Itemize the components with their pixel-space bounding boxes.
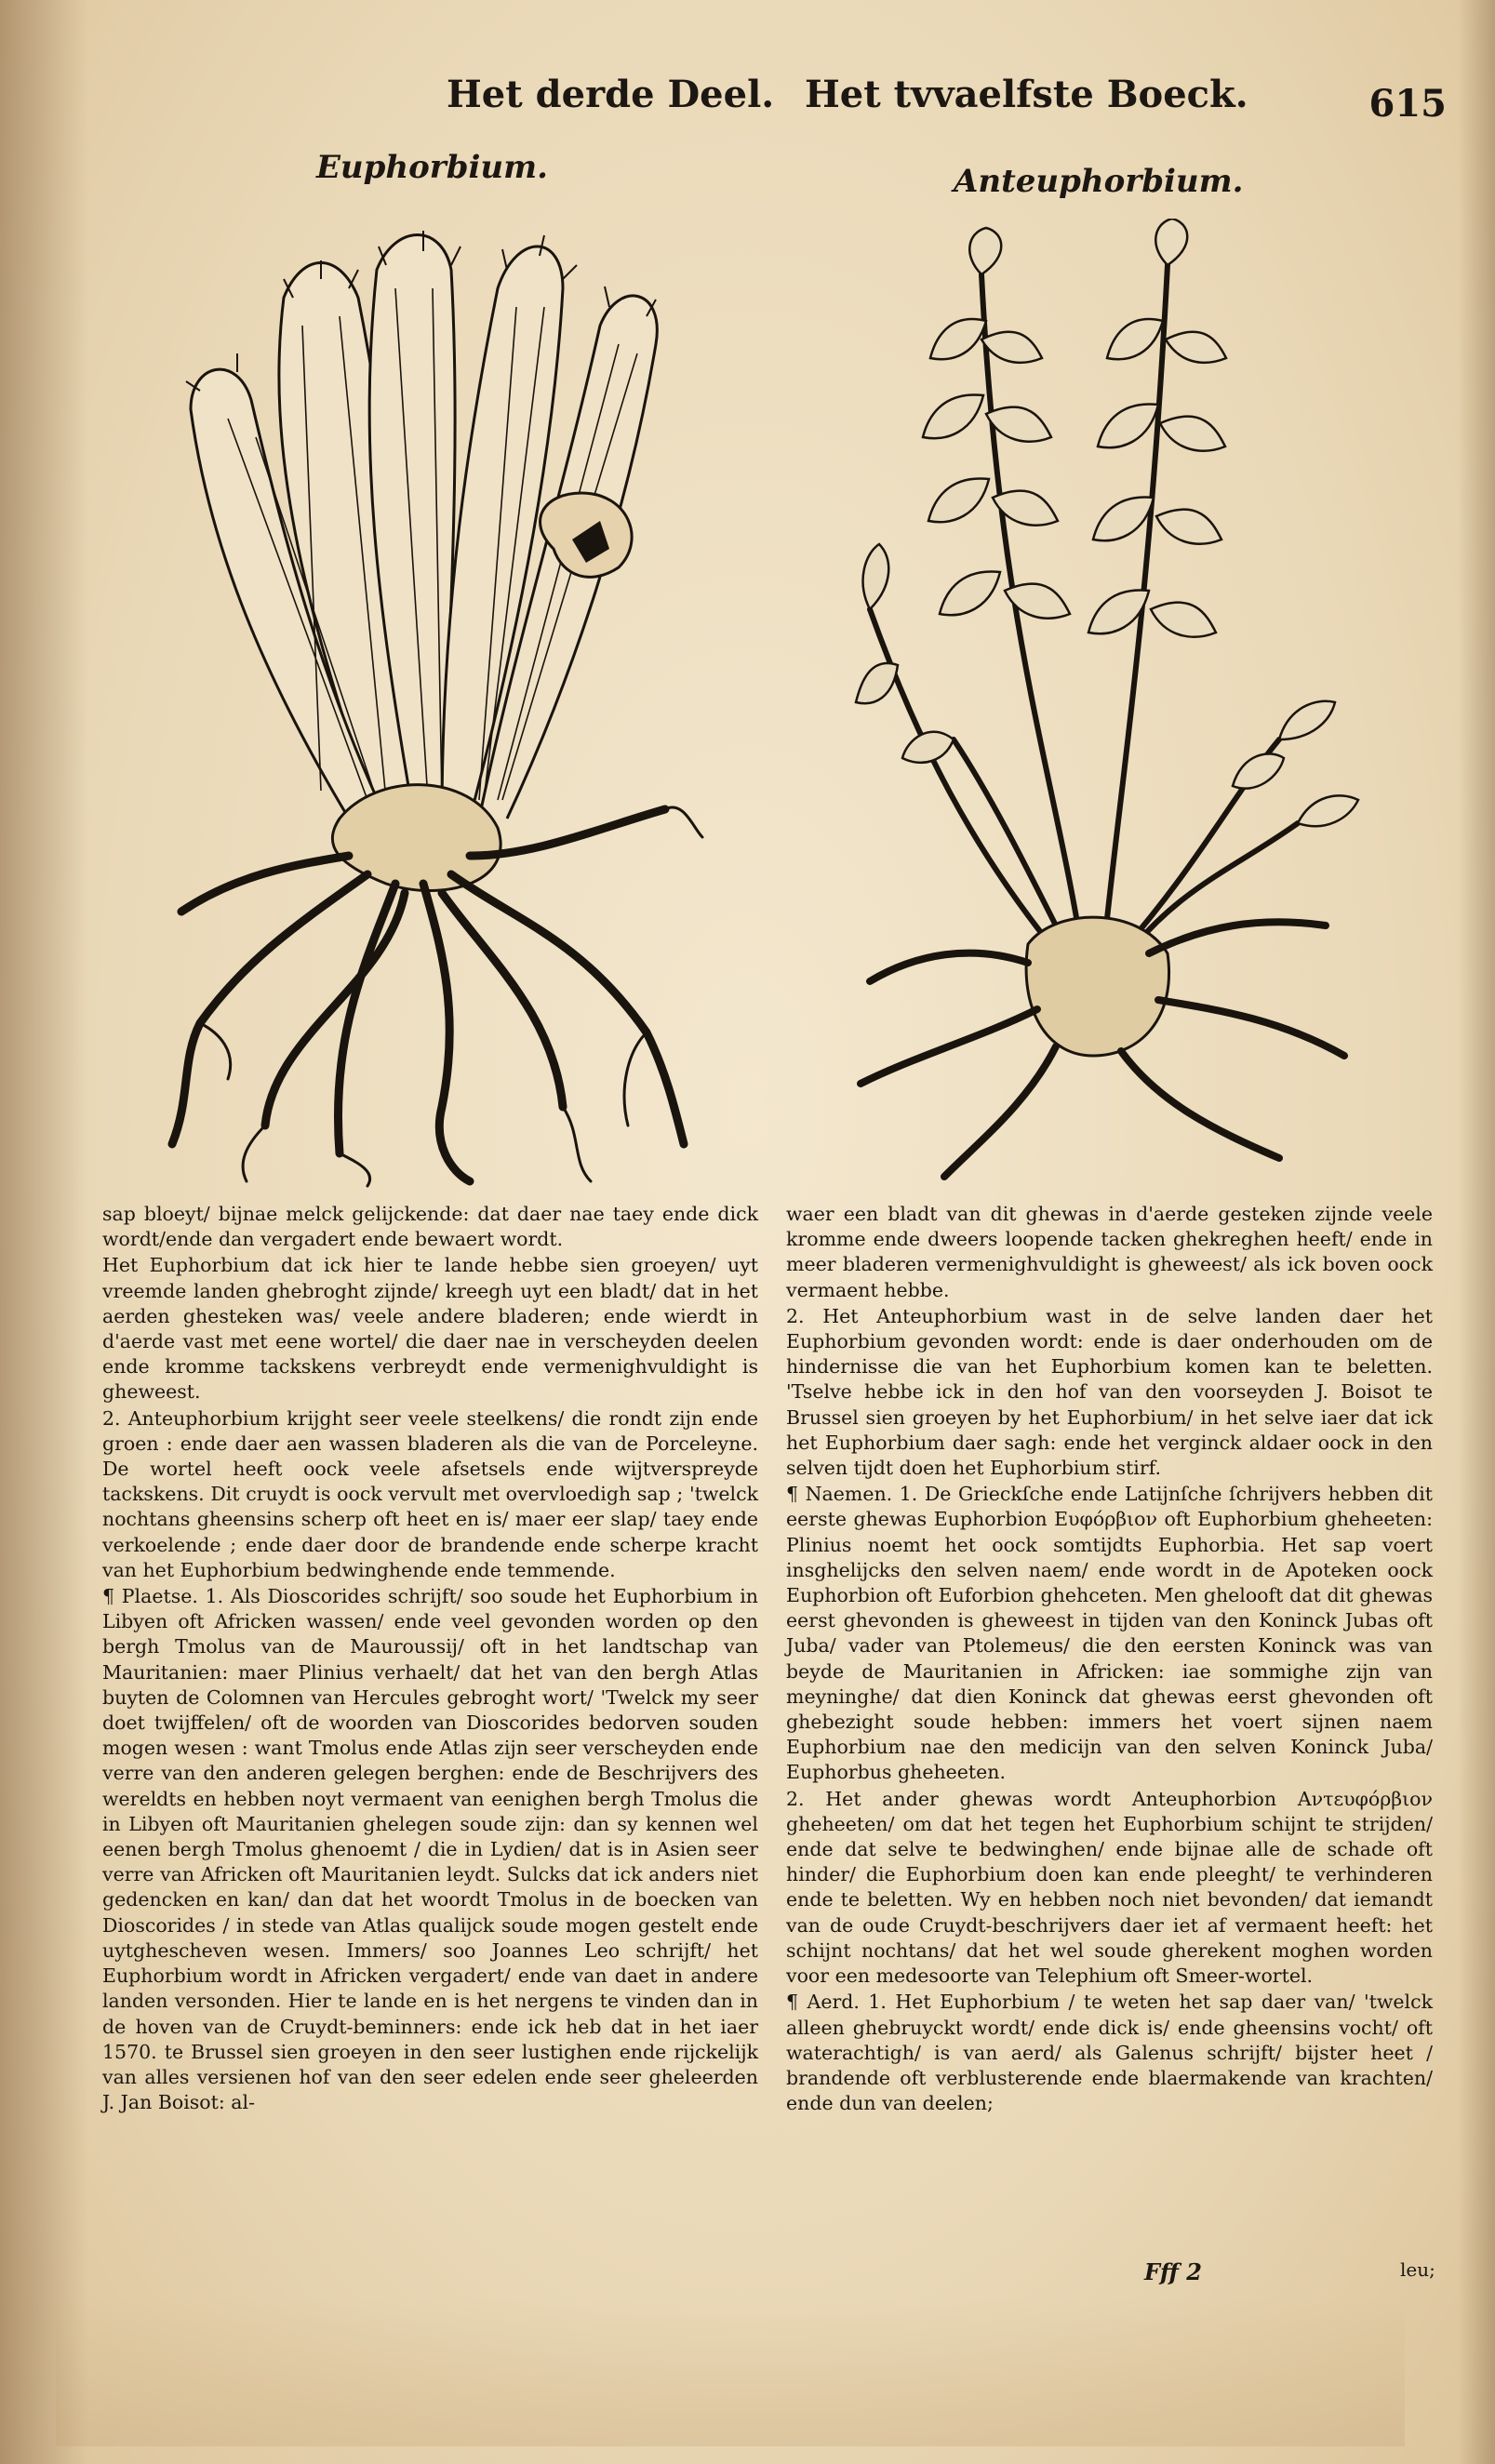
left-paragraph-4: ¶ Plaetse. 1. Als Dioscorides schrijft/ soo soude het Euphorbium in Libyen oft Africken wassen/ ende veel gevonden worden op den bergh Tmolus van de Mauroussij/ oft in het landtschap van Mauritanien: maer Plinius verhaelt/ dat het van den bergh Atlas buyten de Colomnen van Hercules gebroght wort/ 'Twelck my seer doet twijffelen/ oft de woorden van Dioscorides bedorven souden mogen wesen : want Tmolus ende Atlas zijn seer verscheyden ende verre van den anderen gelegen berghen: ende de Beschrijvers des wereldts en hebben noyt vermaent van eenighen bergh Tmolus die in Libyen oft Mauritanien ghelegen soude zijn: dan sy kennen wel eenen bergh Tmolus ghenoemt / die in Lydien/ dat is in Asien seer verre van Africken oft Mauritanien leydt. Sulcks dat ick anders niet gedencken en kan/ dan dat het woordt Tmolus in de boecken van Dioscorides / in stede van Atlas qualijck soude mogen gestelt ende uytghescheven wesen. Immers/ soo Joannes Leo schrijft/ het Euphorbium wordt in Africken vergadert/ ende van daet in andere landen versonden. Hier te lande en is het nergens te vinden dan in de hoven van de Cruydt-beminners: ende ick heb dat in het iaer 1570. te Brussel sien groeyen in den seer lustighen ende rijckelijk van alles versienen hof van den seer edelen ende seer gheleerden J. Jan Boisot: al- — [102, 1585, 758, 2114]
page-edge-shadow — [1458, 0, 1495, 2464]
catchword: leu; — [1400, 2258, 1435, 2281]
left-paragraph-1: sap bloeyt/ bijnae melck gelijckende: dat daer nae taey ende dick wordt/ende dan vergadert ende bewaert wordt. — [102, 1203, 758, 1251]
right-paragraph-1: waer een bladt van dit ghewas in d'aerde gesteken zijnde veele kromme ende dweers loopende tacken ghekreghen heeft/ ende in meer bladeren vermenighvuldight is gheweest/ als ick boven oock vermaent hebbe. — [786, 1203, 1433, 1301]
anteuphorbium-woodcut-icon — [842, 219, 1368, 1195]
left-paragraph-2: Het Euphorbium dat ick hier te lande hebbe sien groeyen/ uyt vreemde landen ghebroght zijnde/ kreegh uyt een bladt/ dat in het aerden ghesteken was/ veele andere bladeren; ende wierdt in d'aerde vast met eene wortel/ die daer nae in verscheyden deelen ende kromme tackskens verbreydt ende vermenighvuldight is gheweest. — [102, 1254, 758, 1404]
anteuphorbium-title: Anteuphorbium. — [954, 163, 1244, 200]
right-paragraph-4: 2. Het ander ghewas wordt Anteuphorbion Αντευφόρβιον gheheeten/ om dat het tegen het Euphorbium schijnt te strijden/ ende dat selve te bedwinghen/ ende bijnae alle de schade oft hinder/ die Euphorbium doen kan ende pleeght/ te verhinderen ende te beletten. Wy en hebben noch niet bevonden/ dat iemandt van de oude Cruydt-beschrijvers daer iet af vermaent heeft: het schijnt nochtans/ dat het wel soude gherekent moghen worden voor een medesoorte van Telephium oft Smeer-wortel. — [786, 1787, 1433, 1988]
right-paragraph-3: ¶ Naemen. 1. De Grieckſche ende Latijnſche ſchrijvers hebben dit eerste ghewas Euphorbion Ευφόρβιον oft Euphorbium gheheeten: Plinius noemt het oock somtijdts Euphorbia. Het sap voert insghelijcks den selven naem/ ende wordt in de Apoteken oock Euphorbion oft Euforbion ghehceten. Men ghelooft dat dit ghewas eerst ghevonden is gheweest in tijden van den Koninck Jubas oft Juba/ vader van Ptolemeus/ die den eersten Koninck was van beyde de Mauritanien in Africken: iae sommighe zijn van meyninghe/ dat dien Koninck dat ghewas eerst ghevonden oft ghebezight soude hebben: immers het voert sijnen naem Euphorbium nae den medicijn van den selven Koninck Juba/ Euphorbus gheheeten. — [786, 1483, 1433, 1784]
running-head-book: Het tvvaelfste Boeck. — [805, 73, 1248, 116]
page-spine-shadow — [0, 0, 88, 2464]
left-text-column — [102, 1202, 758, 2115]
right-paragraph-2: 2. Het Anteuphorbium wast in de selve landen daer het Euphorbium gevonden wordt: ende is daer onderhouden om de hindernisse die van het Euphorbium komen kan te beletten. 'Tselve hebbe ick in den hof van den voorseyden J. Boisot te Brussel sien groeyen by het Euphorbium/ in het selve iaer dat ick het Euphorbium daer sagh: ende het verginck aldaer oock in den selven tijdt doen het Euphorbium stirf. — [786, 1304, 1433, 1480]
running-head-part: Het derde Deel. — [447, 73, 775, 116]
right-paragraph-5: ¶ Aerd. 1. Het Euphorbium / te weten het sap daer van/ 'twelck alleen ghebruyckt wordt/ ende dick is/ ende gheensins vocht/ oft waterachtigh/ is van aerd/ als Galenus schrijft/ bijster heet / brandende oft verblusterende ende blaermakende van krachten/ ende dun van deelen; — [786, 1991, 1433, 2115]
right-text-column — [786, 1202, 1433, 2116]
paper-stain — [56, 2298, 1405, 2446]
page-number: 615 — [1368, 82, 1447, 126]
left-paragraph-3: 2. Anteuphorbium krijght seer veele steelkens/ die rondt zijn ende groen : ende daer aen wassen bladeren als die van de Porceleyne. De wortel heeft oock veele afsetsels ende wijtverspreyde tackskens. Dit cruydt is oock vervult met overvloedigh sap ; 'twelck nochtans gheensins scherp oft heet en is/ maer eer slap/ taey ende verkoelende ; ende daer door de brandende ende scherpe kracht van het Euphorbium bedwinghende ende temmende. — [102, 1406, 758, 1581]
euphorbium-woodcut-icon — [163, 214, 707, 1191]
signature-mark: Fff 2 — [1144, 2258, 1202, 2285]
euphorbium-title: Euphorbium. — [316, 149, 548, 186]
